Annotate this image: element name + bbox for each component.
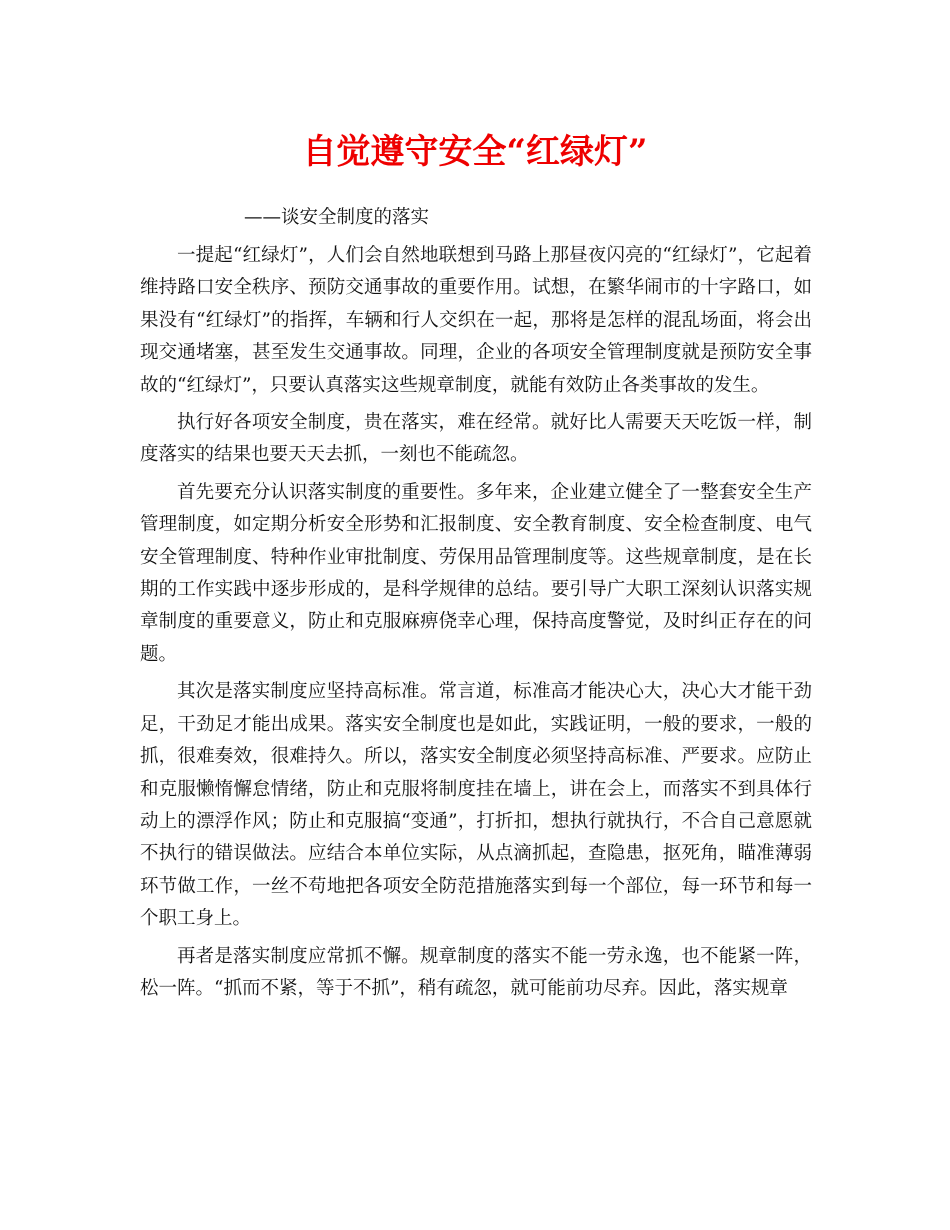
paragraph-3: 首先要充分认识落实制度的重要性。多年来，企业建立健全了一整套安全生产管理制度，如定期分析安全形势和汇报制度、安全教育制度、安全检查制度、电气安全管理制度、特种作业审批制度、劳保用品管理制度等。这些规章制度，是在长期的工作实践中逐步形成的，是科学规律的总结。要引导广大职工深刻认识落实规章制度的重要意义，防止和克服麻痹侥幸心理，保持高度警觉，及时纠正存在的问题。 <box>140 481 812 665</box>
paragraph-5: 再者是落实制度应常抓不懈。规章制度的落实不能一劳永逸，也不能紧一阵，松一阵。“抓而不紧，等于不抓”，稍有疏忽，就可能前功尽弃。因此，落实规章 <box>140 945 812 999</box>
document-title: 自觉遵守安全“红绿灯” <box>302 132 648 172</box>
document-body <box>140 240 812 1010</box>
paragraph-2: 执行好各项安全制度，贵在落实，难在经常。就好比人需要天天吃饭一样，制度落实的结果也要天天去抓，一刻也不能疏忽。 <box>140 412 812 466</box>
paragraph-4: 其次是落实制度应坚持高标准。常言道，标准高才能决心大，决心大才能干劲足，干劲足才能出成果。落实安全制度也是如此，实践证明，一般的要求，一般的抓，很难奏效，很难持久。所以，落实安全制度必须坚持高标准、严要求。应防止和克服懒惰懈怠情绪，防止和克服将制度挂在墙上，讲在会上，而落实不到具体行动上的漂浮作风；防止和克服搞“变通”，打折扣，想执行就执行，不合自己意愿就不执行的错误做法。应结合本单位实际，从点滴抓起，查隐患，抠死角，瞄准薄弱环节做工作，一丝不苟地把各项安全防范措施落实到每一个部位，每一环节和每一个职工身上。 <box>140 681 812 930</box>
paragraph-1: 一提起“红绿灯”，人们会自然地联想到马路上那昼夜闪亮的“红绿灯”，它起着维持路口安全秩序、预防交通事故的重要作用。试想，在繁华闹市的十字路口，如果没有“红绿灯”的指挥，车辆和行人交织在一起，那将是怎样的混乱场面，将会出现交通堵塞，甚至发生交通事故。同理，企业的各项安全管理制度就是预防安全事故的“红绿灯”，只要认真落实这些规章制度，就能有效防止各类事故的发生。 <box>140 245 812 396</box>
document-subtitle: ——谈安全制度的落实 <box>244 207 430 228</box>
